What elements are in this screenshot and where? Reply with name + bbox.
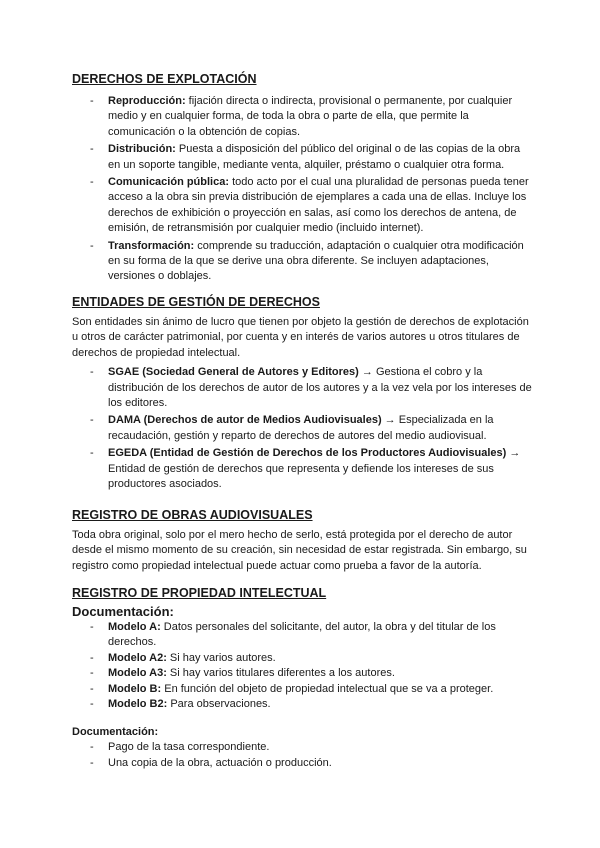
term: Distribución: [108, 143, 176, 156]
term: Modelo B2: [108, 698, 168, 711]
subheading: Documentación: [72, 604, 174, 619]
list-item [72, 620, 532, 651]
list-item [72, 239, 532, 285]
definition: → Gestiona el cobro y la distribución de los derechos de autor de los autores y a la vez vela por los intereses de los editores. [108, 366, 532, 410]
list-item [72, 94, 532, 140]
term: Reproducción: [108, 95, 186, 107]
list-item [72, 697, 532, 712]
list-item [72, 682, 532, 697]
definition: fijación directa o indirecta, provisional o permanente, por cualquier medio y en cualquier forma, de toda la obra o parte de ella, que permite la comunicación o la obtención de copias. [108, 95, 513, 138]
definition: Para observaciones. [167, 698, 271, 711]
list [72, 365, 532, 492]
list-item [72, 651, 532, 666]
term: DAMA (Derechos de autor de Medios Audiovisuales) [108, 414, 382, 427]
section-heading: ENTIDADES DE GESTIÓN DE DERECHOS [72, 295, 320, 309]
subheading: Documentación: [72, 726, 159, 739]
list-item [72, 413, 532, 444]
paragraph: Toda obra original, solo por el mero hecho de serlo, está protegida por el derecho de autor desde el mismo momento de su creación, sin necesidad de estar registrada. Sin embargo, su registro como propiedad intelectual puede actuar como prueba a favor de la autoría. [72, 529, 527, 572]
list-item [72, 666, 532, 681]
definition: Si hay varios autores. [166, 651, 276, 664]
definition: → Especializada en la recaudación, gestión y reparto de derechos de autores del medio audiovisual. [108, 414, 494, 442]
section-heading: REGISTRO DE PROPIEDAD INTELECTUAL [72, 586, 327, 600]
list-item [72, 365, 532, 411]
list-item [72, 446, 532, 492]
paragraph: Son entidades sin ánimo de lucro que tienen por objeto la gestión de derechos de explotación u otros de carácter patrimonial, por cuenta y en interés de varios autores u otros titulares de derechos de propiedad intelectual. [72, 316, 529, 359]
section-heading: REGISTRO DE OBRAS AUDIOVISUALES [72, 508, 313, 522]
section-heading: DERECHOS DE EXPLOTACIÓN [72, 72, 257, 86]
term: SGAE (Sociedad General de Autores y Editores) [108, 366, 359, 379]
section-entidades [72, 294, 532, 494]
term: Modelo B: [108, 682, 162, 695]
term: Modelo A: [108, 621, 161, 633]
definition: comprende su traducción, adaptación o cualquier otra modificación en su forma de la que se derive una obra diferente. Se incluyen adaptaciones, versiones o doblajes. [108, 239, 524, 283]
term: EGEDA (Entidad de Gestión de Derechos de los Productores Audiovisuales) [108, 447, 507, 460]
term: Modelo A3: [108, 667, 167, 680]
term: Transformación: [108, 239, 195, 252]
definition: En función del objeto de propiedad intelectual que se va a proteger. [161, 682, 494, 695]
list-item: - Una copia de la obra, actuación o producción. [72, 756, 532, 771]
definition: Puesta a disposición del público del original o de las copias de la obra en un soporte tangible, mediante venta, alquiler, préstamo o cualquier otra forma. [108, 143, 521, 171]
list-item: - Pago de la tasa correspondiente. [72, 740, 532, 755]
list [72, 620, 532, 712]
list-item [72, 175, 532, 237]
term: Comunicación pública: [108, 176, 230, 189]
section-registro-obras [72, 507, 532, 574]
definition: Si hay varios titulares diferentes a los autores. [166, 667, 395, 680]
list [72, 740, 532, 771]
definition: todo acto por el cual una pluralidad de personas pueda tener acceso a la obra sin previa distribución de ejemplares a cada una de ellas. Incluye los derechos de exhibición o proyección en salas, así como los derechos de antena, de emisión, de retransmisión por cualquier medio (incluido internet). [108, 176, 529, 235]
term: Modelo A2: [108, 651, 167, 664]
definition: → Entidad de gestión de derechos que representa y defiende los intereses de sus productores asociados. [108, 447, 521, 491]
list-item [72, 142, 532, 173]
list [72, 94, 532, 285]
section-derechos-explotacion [72, 71, 532, 287]
section-registro-propiedad [72, 585, 532, 771]
definition: Datos personales del solicitante, del autor, la obra y del titular de los derechos. [108, 621, 496, 649]
